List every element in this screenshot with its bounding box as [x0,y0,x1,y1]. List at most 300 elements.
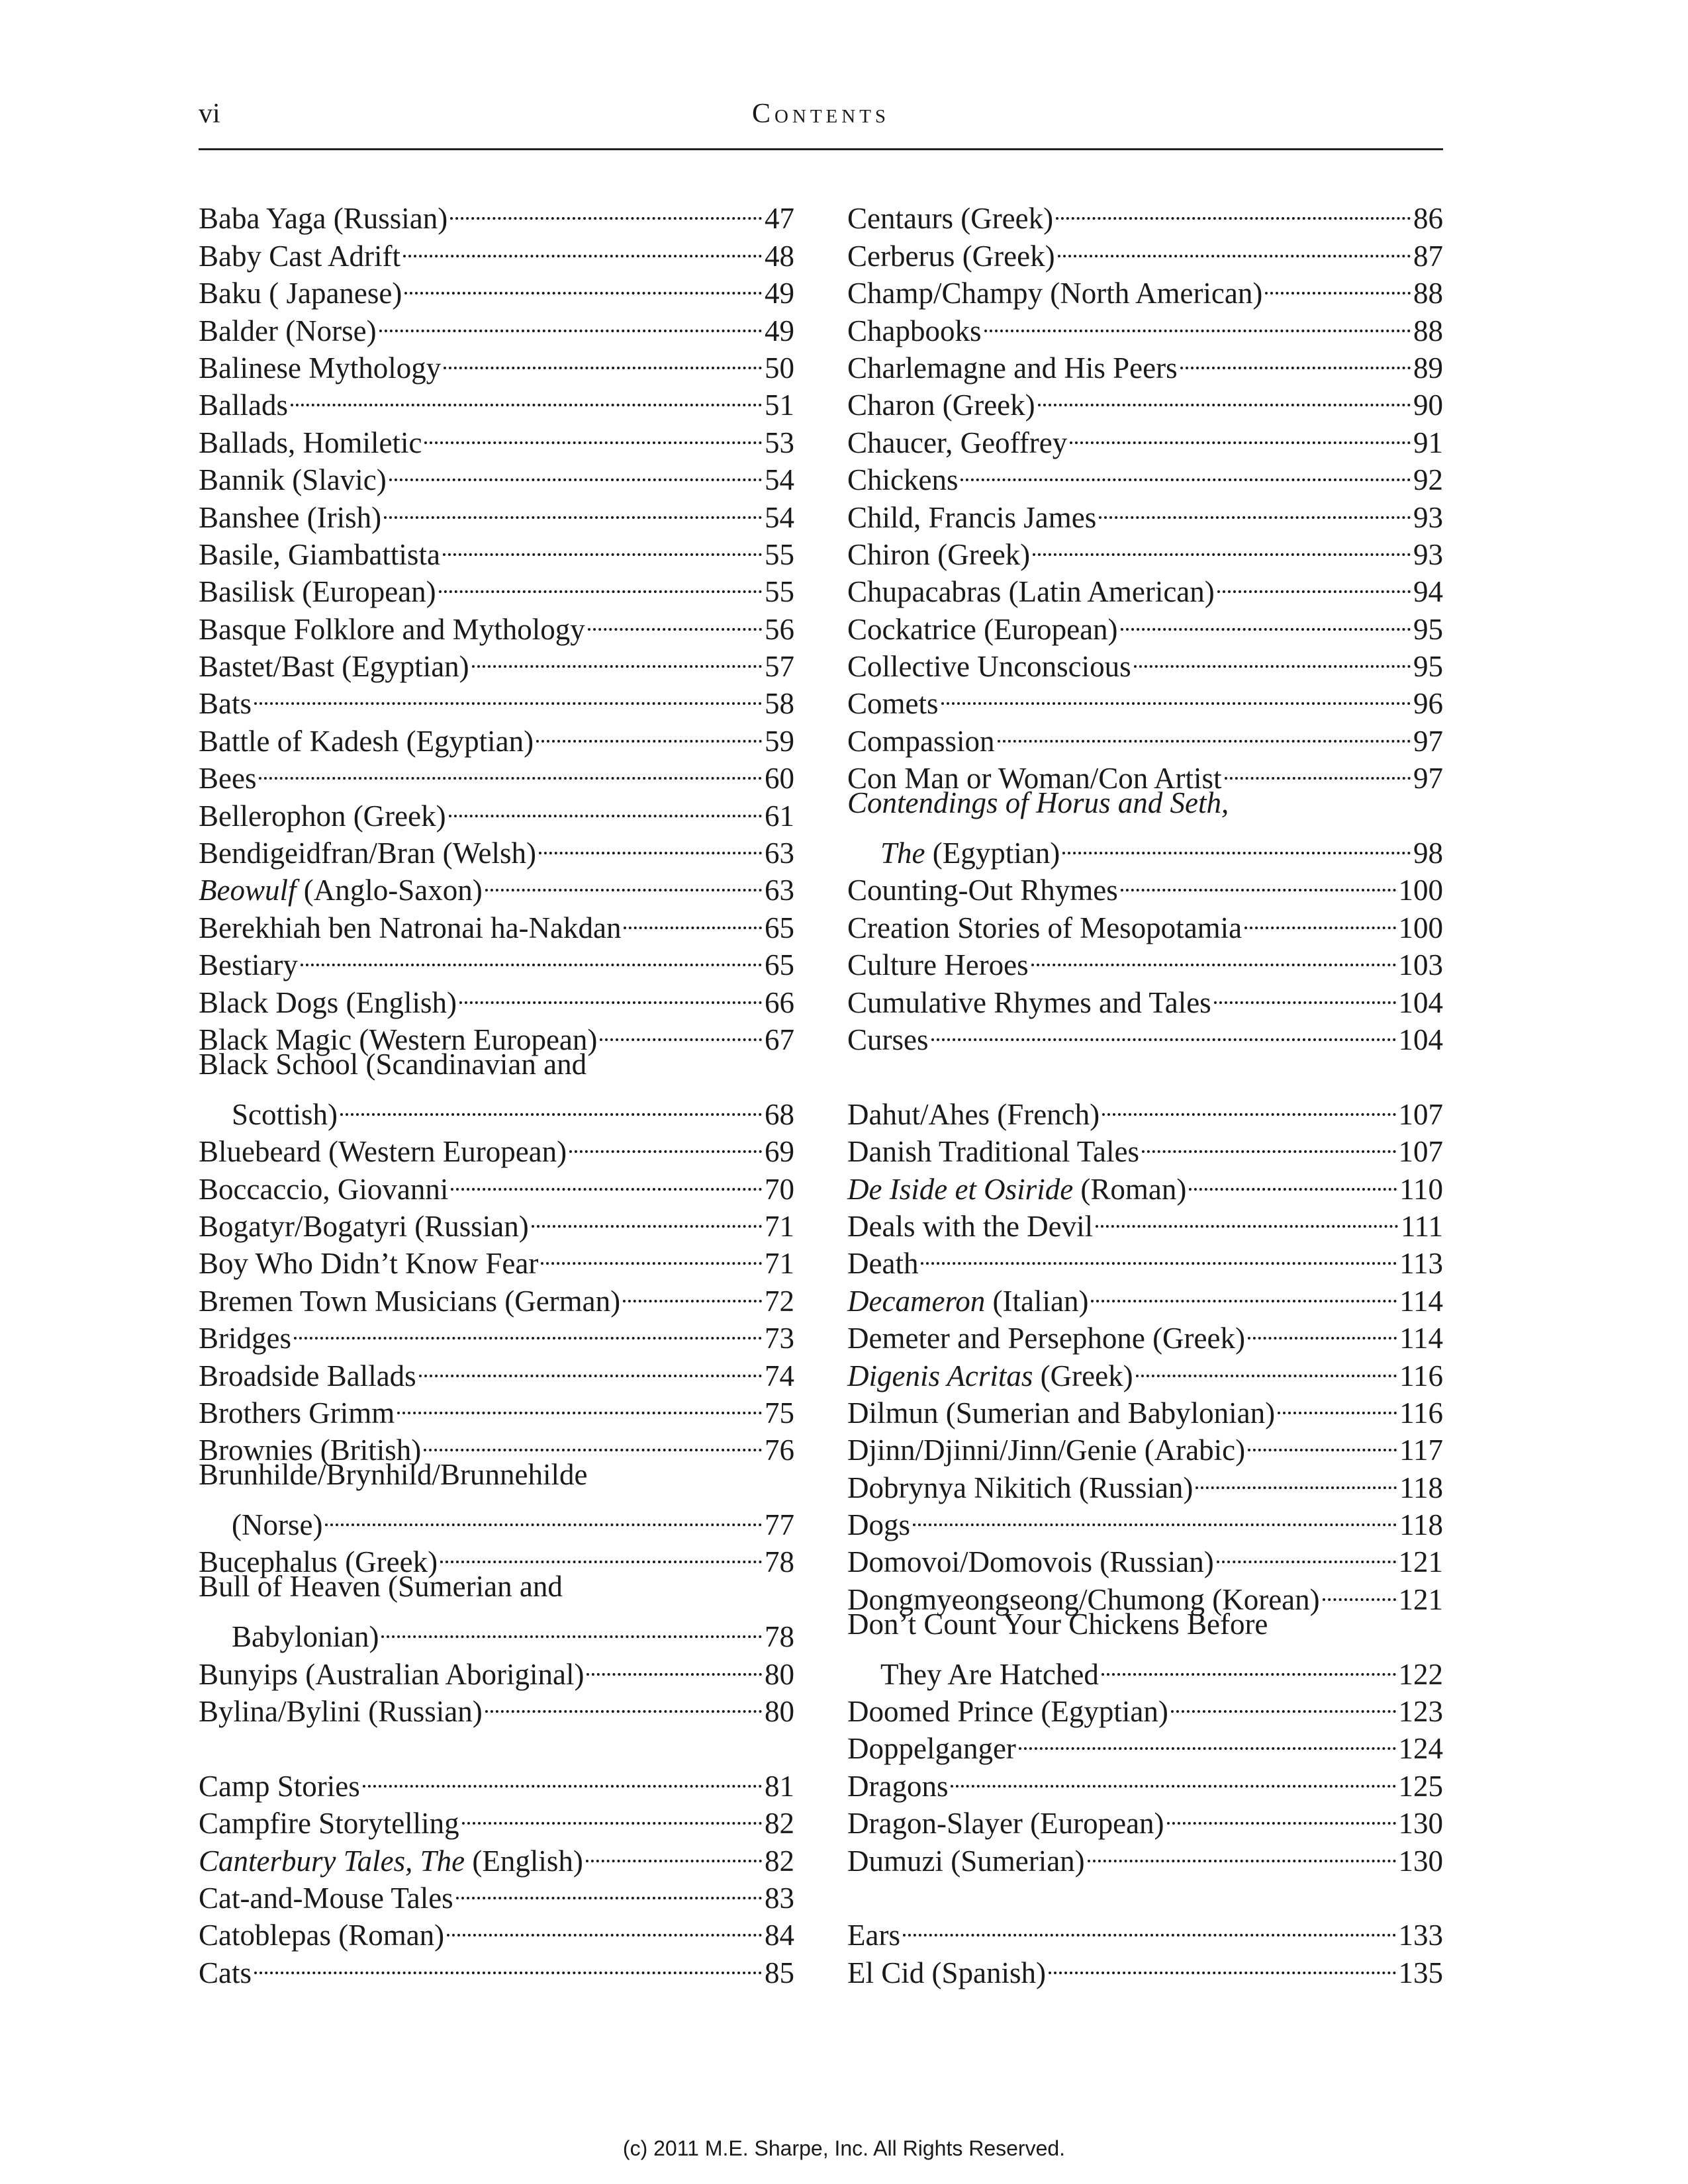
entry-page-number: 114 [1399,1284,1443,1318]
dot-leader [424,404,762,443]
entry-title-text: Don’t Count Your Chickens Before [847,1607,1268,1641]
entry-title-text: Babylonian) [232,1620,379,1654]
entry-title-text: Brunhilde/Brynhild/Brunnehilde [199,1458,588,1492]
toc-entry[interactable] [847,1010,1443,1056]
entry-title-italic: Contendings of Horus and Seth, [847,786,1229,820]
entry-title-text: Chupacabras (Latin American) [847,575,1215,609]
entry-page-number: 69 [765,1135,794,1169]
dot-leader [536,702,762,742]
entry-title [199,761,256,796]
entry-title-text: Death [847,1247,919,1281]
dot-leader [450,180,762,220]
dot-leader [1136,1337,1397,1377]
entry-page-number: 118 [1399,1471,1443,1504]
entry-title-text: Doppelganger [847,1732,1016,1766]
dot-leader [379,292,762,332]
entry-page-number: 47 [765,202,794,236]
entry-title [199,1321,291,1355]
entry-title [847,686,939,721]
entry-title-text: (Roman) [1073,1172,1187,1206]
dot-leader [1102,1635,1396,1675]
entry-title [847,724,995,758]
entry-title-text: Bogatyr/Bogatyri (Russian) [199,1209,529,1243]
entry-title [199,239,400,273]
entry-title [847,201,1053,236]
entry-title-text: Creation Stories of Mesopotamia [847,911,1243,944]
dot-leader [444,330,762,369]
entry-page-number: 58 [765,687,794,721]
entry-page-number: 93 [1413,500,1443,534]
dot-leader [1265,255,1411,295]
entry-title [847,1134,1139,1169]
entry-title-text: Champ/Champy (North American) [847,277,1263,310]
entry-page-number: 48 [765,239,794,273]
entry-title-text: Culture Heroes [847,948,1029,982]
entry-title [199,1097,338,1132]
entry-page-number: 78 [765,1545,794,1579]
entry-page-number: 61 [765,799,794,833]
entry-title-text: Bats [199,687,252,721]
entry-page-number: 49 [765,277,794,310]
entry-page-number: 122 [1398,1657,1443,1691]
entry-page-number: 72 [765,1284,794,1318]
entry-title [847,463,958,497]
entry-title [199,1806,459,1841]
entry-title-text: Black Dogs (English) [199,985,457,1019]
dot-leader [624,889,762,929]
entry-page-number: 107 [1398,1135,1443,1169]
toc-entry[interactable] [199,1942,794,1989]
entry-title [199,1619,379,1654]
entry-title-text: Broadside Ballads [199,1359,416,1392]
entry-page-number: 100 [1398,911,1443,944]
dot-leader [921,1225,1397,1265]
dot-leader [472,628,762,668]
entry-page-number: 121 [1398,1545,1443,1579]
entry-page-number: 88 [1413,277,1443,310]
entry-title-text: Camp Stories [199,1769,360,1803]
dot-leader [1070,404,1411,443]
entry-page-number: 77 [765,1508,794,1542]
entry-title-text: (English) [465,1844,583,1878]
entry-title-text: Cockatrice (European) [847,612,1118,646]
entry-title-text: Chaucer, Geoffrey [847,426,1068,459]
entry-title-text: Charlemagne and His Peers [847,351,1178,385]
entry-page-number: 116 [1399,1396,1443,1430]
dot-leader [381,1598,762,1638]
dot-leader [1214,964,1396,1003]
entry-page-number: 118 [1399,1508,1443,1542]
entry-page-number: 90 [1413,388,1443,422]
entry-title-text: (Norse) [232,1508,323,1542]
dot-leader [532,1188,762,1228]
entry-title-text: Collective Unconscious [847,650,1131,684]
page-header [199,93,1443,150]
dot-leader [1248,1300,1397,1340]
entry-title [199,276,402,310]
entry-title-text: Baby Cast Adrift [199,239,400,273]
dot-leader [1244,889,1395,929]
entry-page-number: 60 [765,762,794,796]
entry-title-text: Balinese Mythology [199,351,442,385]
entry-page-number: 63 [765,874,794,907]
entry-page-number: 85 [765,1956,794,1989]
entry-title [199,873,483,907]
entry-title-text: Bannik (Slavic) [199,463,387,497]
entry-page-number: 71 [765,1209,794,1243]
entry-title-text: Deals with the Devil [847,1209,1094,1243]
entry-title-text: Dogs [847,1508,911,1542]
entry-page-number: 68 [765,1097,794,1131]
entry-page-number: 49 [765,314,794,347]
entry-title [199,314,377,348]
dot-leader [424,1412,762,1451]
entry-title-text: Djinn/Djinni/Jinn/Genie (Arabic) [847,1433,1246,1467]
entry-title [199,1359,416,1393]
dot-leader [1121,852,1396,891]
entry-title-italic: Digenis Acritas [847,1359,1033,1392]
entry-title [199,1209,529,1244]
dot-leader [443,516,762,556]
entry-title [847,1508,910,1542]
page-number: vi [199,99,220,129]
entry-title-text: Counting-Out Rhymes [847,874,1118,907]
entry-title-text: Bremen Town Musicians (German) [199,1284,621,1318]
entry-title-text: El Cid (Spanish) [847,1956,1046,1989]
dot-leader [1058,217,1411,257]
entry-page-number: 94 [1413,575,1443,609]
entry-title-text: Banshee (Irish) [199,500,382,534]
dot-leader [254,665,762,705]
entry-title-text: Black School (Scandinavian and [199,1047,587,1081]
entry-title [847,1097,1100,1132]
dot-leader [1171,1673,1396,1713]
entry-page-number: 87 [1413,239,1443,273]
entry-page-number: 114 [1399,1322,1443,1355]
dot-leader [1142,1113,1395,1153]
entry-title-text: Bunyips (Australian Aboriginal) [199,1657,585,1691]
entry-title-text: Cats [199,1956,252,1989]
dot-leader [340,1075,762,1115]
entry-title [199,1396,395,1430]
entry-title-text: Curses [847,1023,929,1056]
entry-title-text: Brownies (British) [199,1433,422,1467]
dot-leader [913,1486,1397,1526]
entry-title [847,1246,918,1281]
entry-page-number: 95 [1413,612,1443,646]
dot-leader [1225,740,1411,780]
entry-title-text: Bridges [199,1322,291,1355]
entry-page-number: 103 [1398,948,1443,982]
dot-leader [363,1747,762,1787]
dot-leader [301,927,762,966]
entry-page-number: 74 [765,1359,794,1392]
entry-title [199,1246,538,1281]
entry-page-number: 65 [765,911,794,944]
entry-title-text: Dahut/Ahes (French) [847,1097,1100,1131]
entry-title [847,948,1029,982]
dot-leader [586,1635,762,1675]
entry-title [199,1881,453,1915]
entry-title-text: Ears [847,1919,900,1952]
dot-leader [451,1150,762,1190]
entry-title [847,1284,1088,1318]
entry-title-text: Chapbooks [847,314,982,347]
dot-leader [1217,1524,1396,1563]
entry-title [199,388,288,422]
entry-page-number: 80 [765,1695,794,1729]
dot-leader [961,441,1411,481]
entry-title [847,388,1035,422]
entry-title [847,1433,1245,1467]
entry-title-text: Baku ( Japanese) [199,277,402,310]
entry-title-text: Ballads [199,388,288,422]
entry-page-number: 104 [1398,985,1443,1019]
dot-leader [325,1486,762,1526]
entry-page-number: 65 [765,948,794,982]
dot-leader [588,590,762,630]
entry-title-text: Campfire Storytelling [199,1807,459,1841]
entry-title-text: Berekhiah ben Natronai ha-Nakdan [199,911,622,944]
dot-leader [1217,553,1411,593]
dot-leader [259,740,762,780]
dot-leader [586,1822,762,1862]
dot-leader [456,1860,762,1899]
entry-page-number: 86 [1413,202,1443,236]
dot-leader [447,1897,762,1936]
entry-page-number: 92 [1413,463,1443,497]
entry-title-text: Black Magic (Western European) [199,1023,598,1056]
dot-leader [1038,367,1411,406]
dot-leader [1062,815,1411,854]
entry-title [847,1396,1275,1430]
entry-page-number: 80 [765,1657,794,1691]
entry-title-text: Basque Folklore and Mythology [199,612,585,646]
entry-title-text: Boy Who Didn’t Know Fear [199,1247,539,1281]
dot-leader [404,255,762,295]
entry-title-text: Chickens [847,463,959,497]
dot-leader [903,1897,1396,1936]
entry-page-number: 125 [1398,1769,1443,1803]
entry-page-number: 98 [1413,837,1443,870]
copyright-footer: (c) 2011 M.E. Sharpe, Inc. All Rights Reserved. [622,2136,1066,2160]
entry-page-number: 78 [765,1620,794,1654]
entry-page-number: 54 [765,463,794,497]
entry-page-number: 95 [1413,650,1443,684]
entry-title [847,239,1055,273]
dot-leader [1019,1710,1396,1750]
entry-title [199,1694,483,1729]
dot-leader [1099,478,1411,518]
entry-title-text: Child, Francis James [847,500,1097,534]
dot-leader [294,1300,762,1340]
entry-title-text: Dumuzi (Sumerian) [847,1844,1085,1878]
entry-title [847,612,1118,647]
dot-leader [1278,1375,1397,1414]
dot-leader [984,292,1411,332]
entry-title [847,1359,1133,1393]
dot-leader [569,1113,762,1153]
entry-page-number: 54 [765,500,794,534]
entry-page-number: 117 [1399,1433,1443,1467]
entry-title [199,1172,448,1206]
dot-leader [1121,590,1411,630]
entry-page-number: 89 [1413,351,1443,385]
entry-title-text: Danish Traditional Tales [847,1135,1140,1169]
dot-leader [1196,1449,1397,1488]
dot-leader [485,1673,762,1713]
dot-leader [254,1934,762,1974]
entry-title-text: Centaurs (Greek) [847,202,1054,236]
entry-title-text: (Italian) [985,1284,1089,1318]
dot-leader [462,1785,762,1825]
entry-title [199,948,298,982]
dot-leader [1056,180,1411,220]
entry-title-text: Cerberus (Greek) [847,239,1055,273]
entry-page-number: 135 [1398,1956,1443,1989]
entry-title [847,1844,1085,1878]
dot-leader [403,217,762,257]
dot-leader [1049,1934,1396,1974]
contents-column-right [847,189,1443,1989]
entry-page-number: 55 [765,537,794,571]
entry-title-text: Catoblepas (Roman) [199,1919,445,1952]
entry-title-text: Bestiary [199,948,298,982]
entry-title [199,1956,252,1990]
entry-title [847,1956,1046,1990]
entry-page-number: 107 [1398,1097,1443,1131]
entry-title [847,836,1060,870]
entry-page-number: 66 [765,985,794,1019]
entry-title-text: (Anglo-Saxon) [296,874,483,907]
entry-title-text: Con Man or Woman/Con Artist [847,762,1222,796]
entry-page-number: 84 [765,1919,794,1952]
running-head: Contents [751,99,890,129]
entry-title [847,314,982,348]
dot-leader [449,777,762,817]
entry-title [199,985,457,1020]
entry-page-number: 75 [765,1396,794,1430]
entry-title-text: Dragon-Slayer (European) [847,1807,1164,1841]
entry-page-number: 130 [1398,1807,1443,1841]
entry-title [847,1657,1099,1692]
entry-title [199,799,446,833]
entry-title-text: Demeter and Persephone (Greek) [847,1322,1245,1355]
dot-leader [951,1747,1395,1787]
entry-title-text: Brothers Grimm [199,1396,395,1430]
entry-title-text: Bull of Heaven (Sumerian and [199,1570,563,1604]
dot-leader [1189,1150,1397,1190]
entry-title-text: (Egyptian) [925,837,1060,870]
dot-leader [541,1225,762,1265]
entry-page-number: 63 [765,837,794,870]
entry-page-number: 124 [1398,1732,1443,1766]
dot-leader [998,702,1411,742]
entry-page-number: 88 [1413,314,1443,347]
dot-leader [1180,330,1411,369]
entry-title [847,1918,900,1952]
entry-page-number: 67 [765,1023,794,1056]
dot-leader [1167,1785,1396,1825]
entry-title [199,537,440,572]
dot-leader [539,815,762,854]
entry-page-number: 81 [765,1769,794,1803]
entry-title-text: Bees [199,762,257,796]
dot-leader [1248,1412,1397,1451]
entry-title [847,1545,1214,1579]
entry-page-number: 73 [765,1322,794,1355]
toc-entry[interactable] [847,1942,1443,1989]
entry-page-number: 91 [1413,426,1443,459]
entry-title-text: Dilmun (Sumerian and Babylonian) [847,1396,1276,1430]
entry-page-number: 82 [765,1844,794,1878]
entry-title-text: Cumulative Rhymes and Tales [847,985,1211,1019]
entry-page-number: 70 [765,1172,794,1206]
dot-leader [623,1262,762,1302]
entry-title [847,537,1030,572]
entry-page-number: 104 [1398,1023,1443,1056]
entry-title-text: Bucephalus (Greek) [199,1545,438,1579]
entry-page-number: 51 [765,388,794,422]
dot-leader [291,367,762,406]
entry-title-text: Scottish) [232,1097,338,1131]
dot-leader [1033,516,1411,556]
entry-title-text: Domovoi/Domovois (Russian) [847,1545,1214,1579]
entry-page-number: 97 [1413,762,1443,796]
entry-title-text: Bastet/Bast (Egyptian) [199,650,469,684]
dot-leader [459,964,762,1003]
entry-page-number: 130 [1398,1844,1443,1878]
entry-page-number: 121 [1398,1582,1443,1616]
dot-leader [440,1524,762,1563]
entry-page-number: 93 [1413,537,1443,571]
entry-title [847,1023,929,1057]
entry-title [199,463,387,497]
entry-title-text: They Are Hatched [880,1657,1099,1691]
dot-leader [384,478,762,518]
entry-title-text: Cat-and-Mouse Tales [199,1881,453,1915]
entry-page-number: 71 [765,1247,794,1281]
entry-title-text: Ballads, Homiletic [199,426,422,459]
contents-column-left [199,189,794,1989]
dot-leader [1091,1262,1397,1302]
entry-page-number: 82 [765,1807,794,1841]
entry-page-number: 57 [765,650,794,684]
dot-leader [1088,1822,1396,1862]
entry-title-text: Battle of Kadesh (Egyptian) [199,724,534,758]
entry-title-text: Comets [847,687,939,721]
entry-title-italic: Decameron [847,1284,986,1318]
entry-page-number: 133 [1398,1919,1443,1952]
entry-title-italic: The [880,837,925,870]
entry-page-number: 96 [1413,687,1443,721]
entry-title-text: Dongmyeongseong/Chumong (Korean) [847,1582,1320,1616]
entry-title-text: Boccaccio, Giovanni [199,1172,449,1206]
dot-leader [397,1375,762,1414]
entry-title [199,500,381,535]
entry-title [199,1508,322,1542]
entry-page-number: 111 [1400,1209,1443,1243]
dot-leader [931,1001,1396,1041]
dot-leader [1134,628,1411,668]
entry-page-number: 59 [765,724,794,758]
entry-page-number: 76 [765,1433,794,1467]
entry-page-number: 100 [1398,874,1443,907]
dot-leader [1031,927,1396,966]
dot-leader [1323,1561,1396,1600]
entry-title-italic: Beowulf [199,874,297,907]
entry-title [199,574,436,609]
